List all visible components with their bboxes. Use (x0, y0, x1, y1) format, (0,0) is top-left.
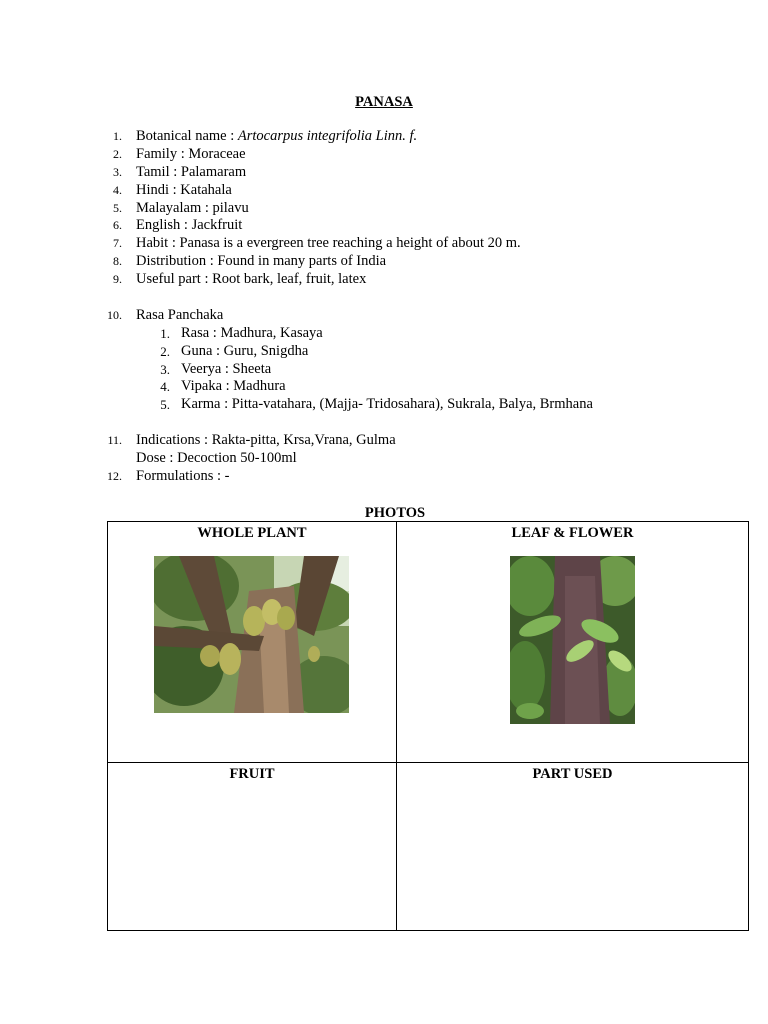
sub-list-item (0, 361, 768, 379)
list-item (0, 432, 768, 450)
sub-list-item (0, 378, 768, 396)
sub-list-number: 1. (160, 325, 170, 341)
list-item (0, 450, 768, 468)
sub-list-number: 2. (160, 343, 170, 359)
list-number: 1. (113, 129, 122, 143)
page-title: PANASA (355, 94, 413, 110)
distribution-text: Distribution : Found in many parts of India (136, 253, 387, 270)
botanical-name-label: Botanical name : (136, 128, 238, 144)
whole-plant-photo (154, 556, 349, 713)
list-number: 11. (107, 433, 122, 448)
leaf-flower-photo (510, 556, 635, 724)
list-number: 3. (113, 164, 122, 179)
sub-list-number: 5. (160, 397, 170, 413)
part-used-header: PART USED (532, 766, 613, 782)
photos-heading: PHOTOS (364, 505, 426, 521)
dose-text: Dose : Decoction 50-100ml (136, 450, 297, 467)
monograph-list (0, 128, 768, 486)
botanical-name-value: Artocarpus integrifolia Linn. f. (237, 128, 418, 144)
sub-list-item (0, 325, 768, 343)
list-number: 8. (113, 254, 122, 269)
list-number: 7. (113, 236, 122, 251)
sub-list-item (0, 343, 768, 361)
list-item (0, 164, 768, 182)
hindi-name-text: Hindi : Katahala (136, 181, 232, 198)
rasa-text: Rasa : Madhura, Kasaya (181, 324, 323, 341)
list-number: 12. (107, 468, 122, 483)
list-number: 5. (113, 200, 122, 215)
list-item (0, 128, 768, 146)
formulations-text: Formulations : - (136, 467, 230, 484)
list-item (0, 307, 768, 325)
leaf-flower-cell (396, 521, 749, 763)
fruit-header: FRUIT (229, 766, 275, 782)
part-used-cell (396, 762, 749, 931)
list-number: 10. (107, 307, 122, 322)
sub-list-number: 4. (160, 379, 170, 395)
karma-text: Karma : Pitta-vatahara, (Majja- Tridosahara), Sukrala, Balya, Brmhana (181, 396, 593, 413)
habit-text: Habit : Panasa is a evergreen tree reaching a height of about 20 m. (136, 235, 521, 252)
indications-text: Indications : Rakta-pitta, Krsa,Vrana, Gulma (136, 432, 396, 449)
useful-part-text: Useful part : Root bark, leaf, fruit, latex (136, 271, 367, 288)
guna-text: Guna : Guru, Snigdha (181, 342, 309, 359)
list-item (0, 217, 768, 235)
sub-list-number: 3. (160, 361, 170, 377)
veerya-text: Veerya : Sheeta (181, 360, 272, 377)
list-number: 9. (113, 272, 122, 287)
sub-list-item (0, 396, 768, 414)
list-item (0, 253, 768, 271)
list-item (0, 468, 768, 486)
photos-table (107, 521, 748, 930)
whole-plant-cell (107, 521, 397, 763)
list-item (0, 182, 768, 200)
rasa-panchaka-heading: Rasa Panchaka (136, 306, 224, 323)
leaf-flower-header: LEAF & FLOWER (511, 525, 634, 541)
family-text: Family : Moraceae (136, 145, 246, 162)
english-name-text: English : Jackfruit (136, 217, 243, 234)
fruit-cell (107, 762, 397, 931)
list-number: 4. (113, 182, 122, 197)
list-item (0, 235, 768, 253)
list-number: 2. (113, 146, 122, 161)
tamil-name-text: Tamil : Palamaram (136, 163, 247, 180)
list-item (0, 146, 768, 164)
list-number: 6. (113, 218, 122, 233)
list-item (0, 271, 768, 289)
list-item (0, 200, 768, 218)
vipaka-text: Vipaka : Madhura (181, 378, 286, 395)
whole-plant-header: WHOLE PLANT (197, 525, 307, 541)
malayalam-name-text: Malayalam : pilavu (136, 199, 249, 216)
